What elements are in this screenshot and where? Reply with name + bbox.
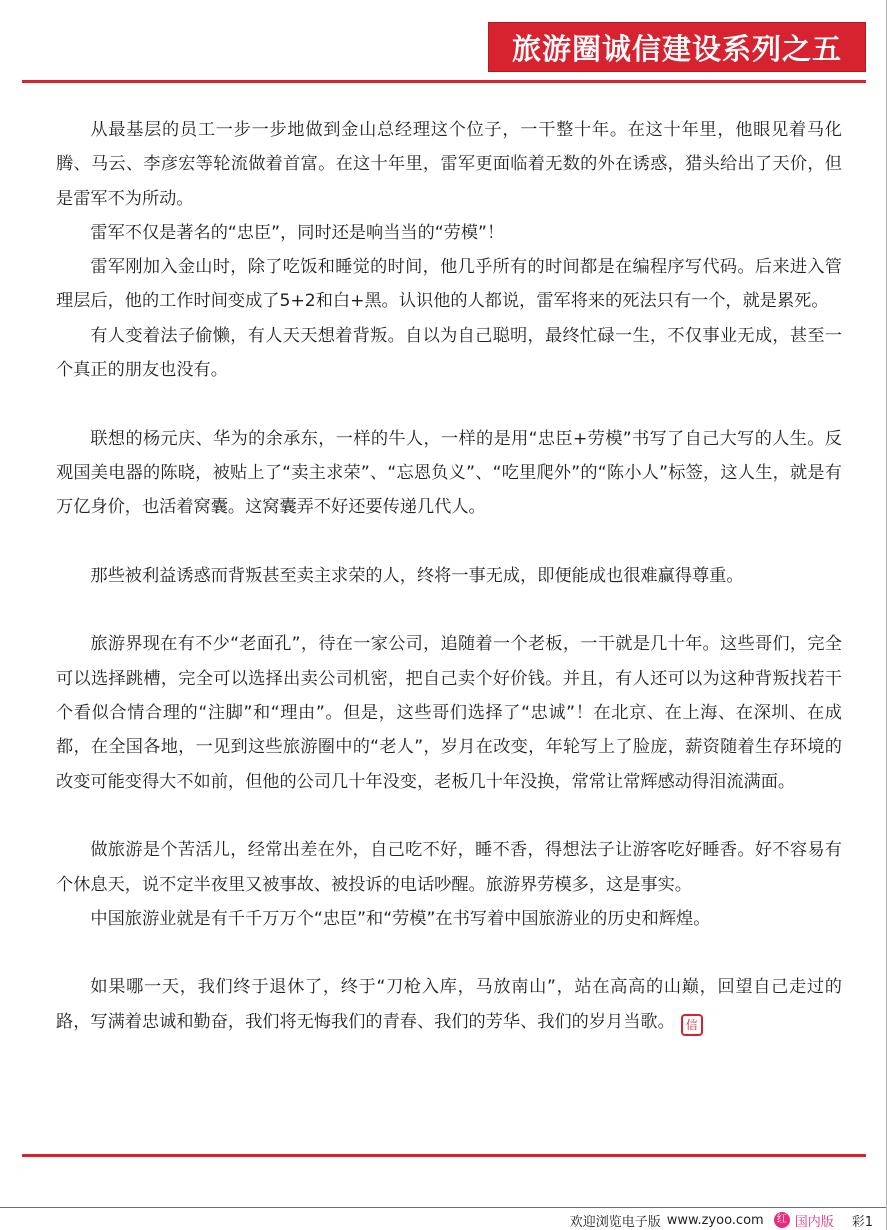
page-number: 彩1 [851, 1214, 873, 1230]
paragraph-spacer [56, 799, 842, 833]
bottom-divider [22, 1154, 866, 1157]
paragraph-spacer [56, 936, 842, 970]
paragraph-3: 雷军刚加入金山时，除了吃饭和睡觉的时间，他几乎所有的时间都是在编程序写代码。后来进入管理层后，他的工作时间变成了5+2和白+黑。认识他的人都说，雷军将来的死法只有一个，就是累死。 [56, 257, 842, 312]
footer-edition: 国内版 [794, 1214, 834, 1230]
paragraph-8: 做旅游是个苦活儿，经常出差在外，自己吃不好，睡不香，得想法子让游客吃好睡香。好不容易有个休息天，说不定半夜里又被事故、被投诉的电话吵醒。旅游界劳模多，这是事实。 [56, 840, 842, 895]
page-footer [570, 1210, 873, 1230]
paragraph-4: 有人变着法子偷懒，有人天天想着背叛。自以为自己聪明，最终忙碌一生，不仅事业无成，甚至一个真正的朋友也没有。 [56, 325, 842, 381]
top-divider [22, 80, 866, 83]
section-title: 旅游圈诚信建设系列之五 [511, 31, 842, 66]
paragraph-2: 雷军不仅是著名的“忠臣”，同时还是响当当的“劳模”！ [90, 222, 505, 243]
paragraph-5: 联想的杨元庆、华为的余承东，一样的牛人，一样的是用“忠臣+劳模”书写了自己大写的人生。反观国美电器的陈晓，被贴上了“卖主求荣”、“忘恩负义”、“吃里爬外”的“陈小人”标签，这人生，就是有万亿身价，也活着窝囊。这窝囊弄不好还要传递几代人。 [56, 428, 842, 518]
footer-site-link[interactable]: www.zyoo.com [666, 1212, 764, 1228]
article-body [56, 113, 842, 1039]
paragraph-10 [56, 970, 842, 1039]
edition-badge-icon: 红 [774, 1212, 790, 1228]
paragraph-spacer [56, 525, 842, 559]
paragraph-9: 中国旅游业就是有千千万万个“忠臣”和“劳模”在书写着中国旅游业的历史和辉煌。 [90, 908, 711, 929]
section-title-banner [488, 22, 866, 72]
paragraph-10-text: 如果哪一天，我们终于退休了，终于“刀枪入库，马放南山”，站在高高的山巅，回望自己走过的路，写满着忠诚和勤奋，我们将无悔我们的青春、我们的芳华、我们的岁月当歌。 [56, 977, 842, 1032]
paragraph-1: 从最基层的员工一步一步地做到金山总经理这个位子，一干整十年。在这十年里，他眼见着马化腾、马云、李彦宏等轮流做着首富。在这十年里，雷军更面临着无数的外在诱惑，猎头给出了天价，但是雷军不为所动。 [56, 120, 842, 209]
paragraph-6: 那些被利益诱惑而背叛甚至卖主求荣的人，终将一事无成，即便能成也很难赢得尊重。 [90, 565, 744, 586]
footer-divider [0, 1207, 887, 1208]
paragraph-spacer [56, 387, 842, 421]
end-mark-seal-icon: 信 [681, 1014, 703, 1036]
paragraph-7: 旅游界现在有不少“老面孔”，待在一家公司，追随着一个老板，一干就是几十年。这些哥们，完全可以选择跳槽，完全可以选择出卖公司机密，把自己卖个好价钱。并且，有人还可以为这种背叛找若干个看似合情合理的“注脚”和“理由”。但是，这些哥们选择了“忠诚”！在北京、在上海、在深圳、在成都，在全国各地，一见到这些旅游圈中的“老人”，岁月在改变，年轮写上了脸庞，薪资随着生存环境的改变可能变得大不如前，但他的公司几十年没变，老板几十年没换，常常让常辉感动得泪流满面。 [56, 634, 842, 792]
footer-welcome-text: 欢迎浏览电子版 [569, 1214, 661, 1230]
paragraph-spacer [56, 593, 842, 627]
